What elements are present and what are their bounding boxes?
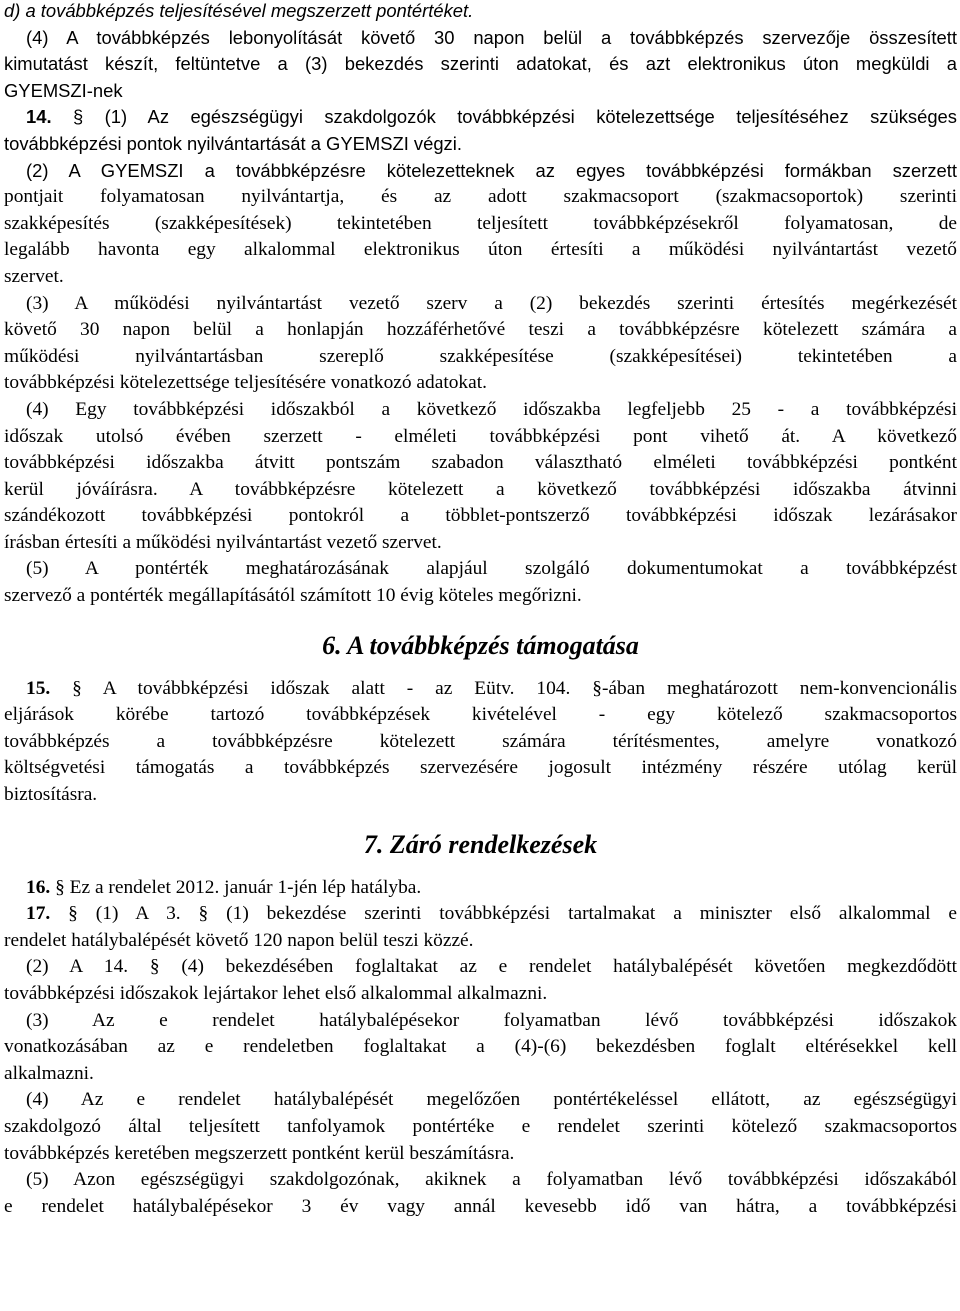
text-line: továbbképzés keretében megszerzett pontként kerül beszámításra. bbox=[4, 1142, 515, 1164]
text-line: továbbképzés a továbbképzésre kötelezett számára térítésmentes, amelyre vonatkozó bbox=[4, 730, 957, 752]
section-sign: § bbox=[198, 903, 209, 925]
text-line: szakdolgozó által teljesített tanfolyamok pontértéke e rendelet szerinti kötelező szakmacsoportos bbox=[4, 1115, 957, 1137]
paragraph-14-heading: 14. § (1) Az egészségügyi szakdolgozók továbbképzési kötelezettsége teljesítéséhez szükséges bbox=[26, 106, 957, 128]
text-line: (2) A GYEMSZI a továbbképzésre kötelezetteknek az egyes továbbképzési formákban szerzett bbox=[26, 159, 957, 181]
section-sign: § bbox=[55, 876, 65, 898]
text-line: GYEMSZI-nek bbox=[4, 79, 123, 101]
section-sign: § bbox=[73, 106, 84, 128]
text-line: kimutatást készít, feltüntetve a (3) bekezdés szerinti adatokat, és azt elektronikus úton megküldi a bbox=[4, 53, 957, 75]
paragraph-16: 16. § Ez a rendelet 2012. január 1-jén lép hatályba. bbox=[26, 876, 422, 898]
text-line: biztosításra. bbox=[4, 784, 98, 806]
text-line: (3) A működési nyilvántartást vezető szerv a (2) bekezdés szerinti értesítés megérkezését bbox=[26, 292, 957, 314]
paragraph-number: 17. bbox=[26, 903, 51, 925]
text-line: költségvetési támogatás a továbbképzés szervezésére jogosult intézmény részére utólag kerül bbox=[4, 757, 957, 779]
text-line: (4) A továbbképzés lebonyolítását követő 30 napon belül a továbbképzés szervezője összesített bbox=[26, 26, 957, 48]
text-line: (2) A 14. § (4) bekezdésében foglaltakat az e rendelet hatálybalépését követően megkezdődött bbox=[26, 956, 957, 978]
text-line: továbbképzési időszakok lejártakor lehet első alkalommal alkalmazni. bbox=[4, 983, 548, 1004]
document-page bbox=[4, 0, 957, 1220]
text-line: pontjait folyamatosan nyilvántartja, és az adott szakmacsoport (szakmacsoportok) szerinti bbox=[4, 186, 957, 208]
section-heading: 7. Záró rendelkezések bbox=[363, 829, 598, 859]
text-line: továbbképzési kötelezettsége teljesítésére vonatkozó adatokat. bbox=[4, 372, 487, 394]
text-line: rendelet hatálybalépését követő 120 napon belül teszi közzé. bbox=[4, 929, 474, 951]
text-line: (4) Egy továbbképzési időszakból a következő időszakba legfeljebb 25 - a továbbképzési bbox=[26, 398, 957, 420]
section-sign: § bbox=[72, 677, 82, 699]
section-sign: § bbox=[149, 956, 160, 978]
text-line: d) a továbbképzés teljesítésével megszerzett pontértéket. bbox=[4, 0, 474, 21]
section-sign: § bbox=[592, 677, 602, 699]
text-line: szakképesítés (szakképesítések) tekintetében teljesített továbbképzésekről folyamatosan, de bbox=[4, 212, 957, 234]
paragraph-number: 15. bbox=[26, 677, 51, 699]
text-line: legalább havonta egy alkalommal elektronikus úton értesíti a működési nyilvántartást vezető bbox=[4, 239, 957, 261]
text-line: követő 30 napon belül a honlapján hozzáférhetővé teszi a továbbképzésre kötelezett számára a bbox=[4, 319, 957, 341]
section-sign: § bbox=[68, 903, 78, 925]
text-line: továbbképzési pontok nyilvántartását a GYEMSZI végzi. bbox=[4, 132, 462, 154]
text-line: szándékozott továbbképzési pontokról a többlet-pontszerző továbbképzési időszak lezárásakor bbox=[4, 505, 957, 527]
text-line: alkalmazni. bbox=[4, 1062, 94, 1084]
paragraph-number: 16. bbox=[26, 876, 51, 898]
text-line: továbbképzési időszakba átvitt pontszám szabadon választható elméleti továbbképzési pontként bbox=[4, 452, 957, 474]
text-line: (5) Azon egészségügyi szakdolgozónak, akiknek a folyamatban lévő továbbképzési időszakából bbox=[26, 1169, 957, 1191]
text-line: vonatkozásában az e rendeletben foglaltakat a (4)-(6) bekezdésben foglalt eltérésekkel kell bbox=[4, 1036, 957, 1058]
text-line: időszak utolsó évében szerzett - elméleti továbbképzési pont vihető át. A következő bbox=[4, 425, 957, 447]
text-line: szervet. bbox=[4, 265, 64, 287]
text-line: írásban értesíti a működési nyilvántartást vezető szervet. bbox=[4, 531, 442, 553]
paragraph-15-heading: 15. § A továbbképzési időszak alatt - az Eütv. 104. §-ában meghatározott nem-konvencionális bbox=[26, 677, 957, 699]
text-line: (5) A pontérték meghatározásának alapjául szolgáló dokumentumokat a továbbképzést bbox=[26, 558, 957, 580]
text-line: e rendelet hatálybalépésekor 3 év vagy annál kevesebb idő van hátra, a továbbképzési bbox=[4, 1195, 957, 1217]
text-line: működési nyilvántartásban szereplő szakképesítése (szakképesítései) tekintetében a bbox=[4, 345, 957, 367]
text-line: (4) Az e rendelet hatálybalépését megelőzően pontértékeléssel ellátott, az egészségügyi bbox=[26, 1089, 957, 1111]
text-line: (3) Az e rendelet hatálybalépésekor folyamatban lévő továbbképzési időszakok bbox=[26, 1009, 957, 1031]
text-line: kerül jóváírásra. A továbbképzésre kötelezett a következő továbbképzési időszakba átvinni bbox=[4, 478, 957, 500]
section-heading: 6. A továbbképzés támogatása bbox=[322, 630, 639, 660]
text-line: eljárások körébe tartozó továbbképzések kivételével - egy kötelező szakmacsoportos bbox=[4, 704, 957, 726]
paragraph-number: 14. bbox=[26, 106, 52, 128]
paragraph-17-heading: 17. § (1) A 3. § (1) bekezdése szerinti továbbképzési tartalmakat a miniszter első alkalommal e bbox=[26, 903, 957, 925]
text-line: szervező a pontérték megállapításától számított 10 évig köteles megőrizni. bbox=[4, 585, 582, 607]
